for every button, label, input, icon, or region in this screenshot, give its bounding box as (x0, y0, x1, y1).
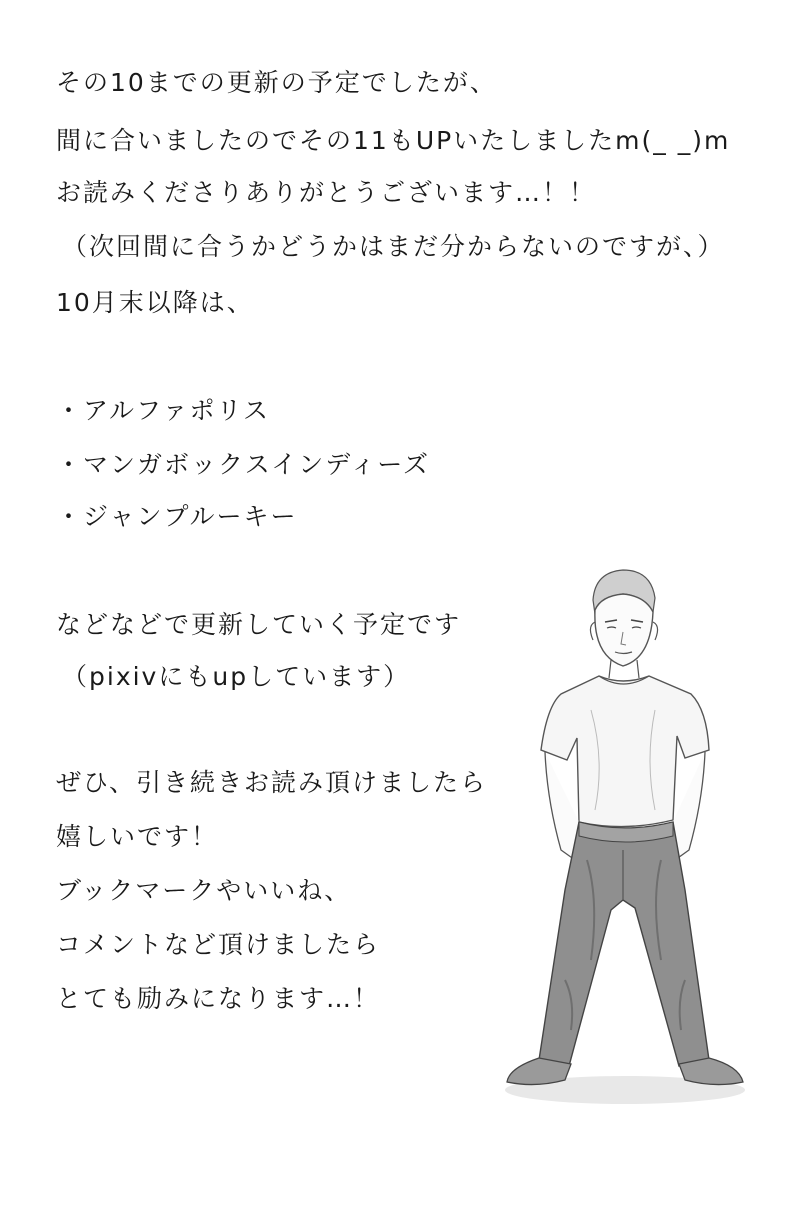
closing-line-2: 嬉しいです！ (56, 822, 219, 851)
message-line-2: 間に合いましたのでその11もUPいたしましたm(_ _)m (56, 126, 731, 155)
update-note-line-1: などなどで更新していく予定です (56, 610, 462, 639)
closing-line-1: ぜひ、引き続きお読み頂けましたら (56, 768, 488, 797)
message-line-3: お読みくださりありがとうございます…！！ (56, 178, 597, 207)
message-line-5: 10月末以降は、 (56, 288, 254, 317)
platform-item: ・ジャンプルーキー (56, 502, 298, 531)
platform-item: ・マンガボックスインディーズ (56, 450, 431, 479)
update-note-line-2: （pixivにもupしています） (62, 662, 411, 691)
platform-item: ・アルファポリス (56, 396, 271, 425)
closing-line-3: ブックマークやいいね、 (56, 876, 352, 905)
message-line-4: （次回間に合うかどうかはまだ分からないのですが、） (62, 232, 725, 261)
message-line-1: その10までの更新の予定でしたが、 (56, 68, 497, 97)
standing-man-illustration (495, 560, 755, 1120)
closing-line-4: コメントなど頂けましたら (56, 930, 381, 959)
closing-line-5: とても励みになります…！ (56, 984, 381, 1013)
